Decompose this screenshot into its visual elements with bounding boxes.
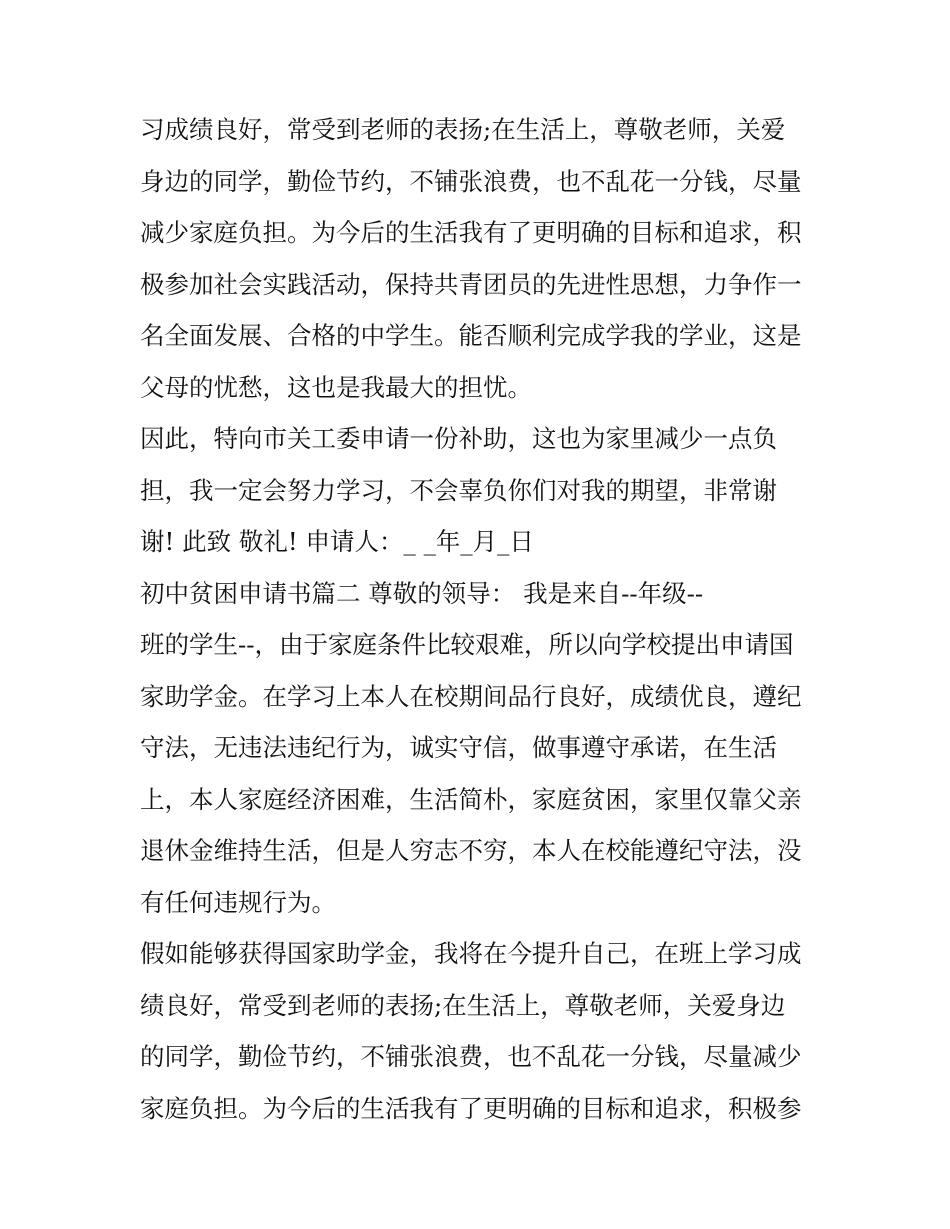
text-line: 班的学生--，由于家庭条件比较艰难，所以向学校提出申请国 bbox=[140, 630, 794, 659]
text-line: 极参加社会实践活动，保持共青团员的先进性思想，力争作一 bbox=[140, 269, 802, 299]
text-line: 的同学，勤俭节约，不铺张浪费，也不乱花一分钱，尽量减少 bbox=[140, 1042, 802, 1071]
text-line: 家助学金。在学习上本人在校期间品行良好，成绩优良，遵纪 bbox=[140, 681, 802, 711]
text-line: 有任何违规行为。 bbox=[140, 887, 336, 917]
text-line: 假如能够获得国家助学金，我将在今提升自己，在班上学习成 bbox=[140, 939, 802, 968]
text-line: 上，本人家庭经济困难，生活简朴，家庭贫困，家里仅靠父亲 bbox=[140, 784, 802, 814]
text-line: 担，我一定会努力学习，不会辜负你们对我的期望，非常谢 bbox=[140, 475, 777, 505]
text-line: 父母的忧愁，这也是我最大的担忧。 bbox=[140, 372, 532, 402]
text-line: 退休金维持生活，但是人穷志不穷，本人在校能遵纪守法，没 bbox=[140, 836, 802, 865]
text-line: 谢! 此致 敬礼! 申请人：_ _年_月_日 bbox=[140, 527, 534, 556]
text-line: 守法，无违法违纪行为，诚实守信，做事遵守承诺，在生活 bbox=[140, 733, 777, 762]
text-line: 身边的同学，勤俭节约，不铺张浪费，也不乱花一分钱，尽量 bbox=[140, 166, 802, 196]
text-line: 初中贫困申请书篇二 尊敬的领导： 我是来自--年级-- bbox=[140, 578, 704, 608]
document-body bbox=[140, 104, 820, 1134]
text-line: 家庭负担。为今后的生活我有了更明确的目标和追求，积极参 bbox=[140, 1093, 802, 1123]
text-line: 绩良好，常受到老师的表扬;在生活上，尊敬老师，关爱身边 bbox=[140, 990, 786, 1020]
text-line: 习成绩良好，常受到老师的表扬;在生活上，尊敬老师，关爱 bbox=[140, 115, 786, 144]
text-line: 名全面发展、合格的中学生。能否顺利完成学我的学业，这是 bbox=[140, 321, 802, 350]
text-line: 减少家庭负担。为今后的生活我有了更明确的目标和追求，积 bbox=[140, 218, 802, 247]
text-line: 因此，特向市关工委申请一份补助，这也为家里减少一点负 bbox=[140, 424, 777, 453]
